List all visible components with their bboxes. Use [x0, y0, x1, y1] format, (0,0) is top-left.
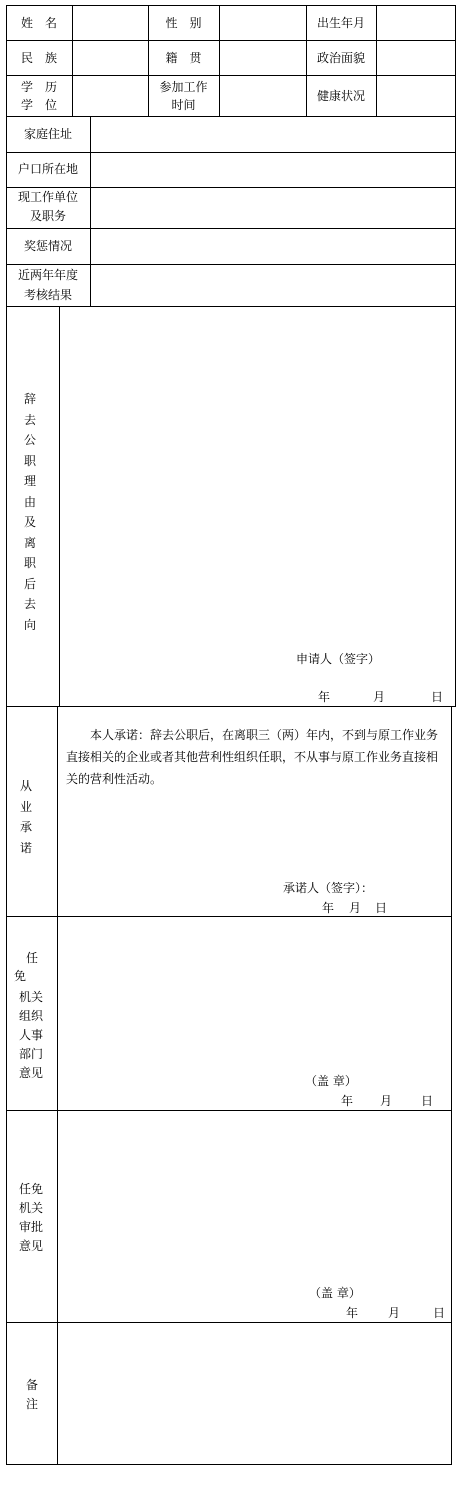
current-job-label-line1: 现工作单位: [17, 190, 78, 204]
ethnicity-label: 民 族: [20, 51, 57, 65]
resign-reason-label: [20, 389, 40, 635]
pledge-label-char: 承: [19, 820, 32, 834]
approval-label-line4: 意见: [19, 1239, 44, 1253]
assessment-field[interactable]: [91, 265, 455, 306]
hr-label-line1: 任: [26, 951, 39, 965]
pledge-label: [16, 776, 36, 858]
resign-label-char: 及: [23, 515, 36, 529]
resign-date-day: 日: [431, 690, 444, 704]
home-address-label: 家庭住址: [23, 127, 72, 141]
resign-label-char: 由: [23, 494, 36, 509]
ethnicity-field[interactable]: [73, 41, 148, 75]
education-label-line2: 学 位: [20, 98, 57, 112]
approval-date-day: 日: [433, 1306, 446, 1320]
resign-label-char: 公: [23, 433, 36, 447]
pledge-label-char: 诺: [19, 840, 32, 855]
name-label: 姓 名: [20, 16, 57, 30]
hr-seal-label: （盖 章）: [305, 1074, 357, 1088]
hr-date-day: 日: [421, 1094, 434, 1108]
resign-label-char: 后: [23, 576, 36, 591]
hr-opinion-field[interactable]: [58, 917, 451, 1110]
assessment-label-line1: 近两年年度: [17, 268, 78, 282]
pledge-date-year: 年: [322, 901, 335, 915]
native-place-label: 籍 贯: [165, 51, 202, 65]
approval-opinion-field[interactable]: [58, 1111, 451, 1322]
pledger-signature-label: 承诺人（签字）：: [283, 881, 374, 895]
approval-label-line3: 审批: [19, 1220, 44, 1234]
hr-label-line4: 组织: [19, 1009, 44, 1023]
hr-label-line5: 人事: [19, 1028, 44, 1042]
pledge-label-char: 从: [19, 779, 32, 793]
current-job-label-line2: 及职务: [29, 209, 66, 223]
name-field[interactable]: [73, 6, 148, 40]
household-field[interactable]: [91, 153, 455, 187]
pledge-text: 本人承诺：辞去公职后，在离职三（两）年内，不到与原工作业务直接相关的企业或者其他营利性组织任职，不从事与原工作业务直接相关的营利性活动。: [66, 728, 439, 786]
resign-label-char: 去: [23, 597, 36, 611]
hr-label-line7: 意见: [19, 1066, 44, 1080]
gender-label: 性 别: [165, 16, 202, 30]
pledge-label-char: 业: [19, 799, 32, 814]
resign-date-year: 年: [318, 690, 331, 704]
remarks-label-line1: 备: [26, 1378, 39, 1392]
pledge-date-day: 日: [375, 901, 388, 915]
household-label: 户口所在地: [17, 162, 78, 176]
home-address-field[interactable]: [91, 117, 455, 152]
current-job-field[interactable]: [91, 188, 455, 228]
hr-label-line6: 部门: [19, 1047, 44, 1061]
approval-label-line1: 任免: [19, 1182, 44, 1196]
remarks-label-line2: 注: [26, 1397, 39, 1411]
resign-label-char: 向: [23, 617, 36, 632]
political-status-field[interactable]: [377, 41, 455, 75]
health-label: 健康状况: [316, 89, 365, 103]
resign-label-char: 去: [23, 412, 36, 427]
education-label-line1: 学 历: [20, 80, 57, 94]
work-start-field[interactable]: [220, 76, 306, 116]
rewards-label: 奖惩情况: [23, 239, 72, 253]
assessment-label-line2: 考核结果: [23, 288, 72, 302]
rewards-field[interactable]: [91, 229, 455, 264]
work-start-label-line2: 时间: [171, 98, 196, 112]
applicant-signature-label: 申请人（签字）: [296, 652, 381, 666]
health-field[interactable]: [377, 76, 455, 116]
resign-label-char: 辞: [23, 392, 36, 406]
approval-label-line2: 机关: [19, 1201, 44, 1215]
resign-reason-field[interactable]: [60, 307, 455, 706]
hr-label-line3: 机关: [19, 990, 44, 1004]
remarks-field[interactable]: [58, 1323, 451, 1464]
resign-label-char: 理: [23, 474, 36, 488]
work-start-label-line1: 参加工作: [159, 80, 208, 94]
approval-date-month: 月: [388, 1306, 401, 1320]
hr-date-month: 月: [380, 1094, 393, 1108]
pledge-date-month: 月: [349, 901, 362, 915]
resign-date-month: 月: [373, 690, 386, 704]
resign-label-char: 离: [23, 535, 36, 550]
approval-date-year: 年: [346, 1306, 359, 1320]
birth-field[interactable]: [377, 6, 455, 40]
approval-seal-label: （盖 章）: [309, 1286, 361, 1300]
resign-label-char: 职: [23, 556, 36, 570]
education-field[interactable]: [73, 76, 148, 116]
resign-label-char: 职: [23, 453, 36, 468]
hr-date-year: 年: [341, 1094, 354, 1108]
gender-field[interactable]: [220, 6, 306, 40]
hr-label-line2: 免: [14, 969, 27, 983]
political-status-label: 政治面貌: [316, 51, 365, 65]
birth-label: 出生年月: [316, 16, 365, 30]
native-place-field[interactable]: [220, 41, 306, 75]
